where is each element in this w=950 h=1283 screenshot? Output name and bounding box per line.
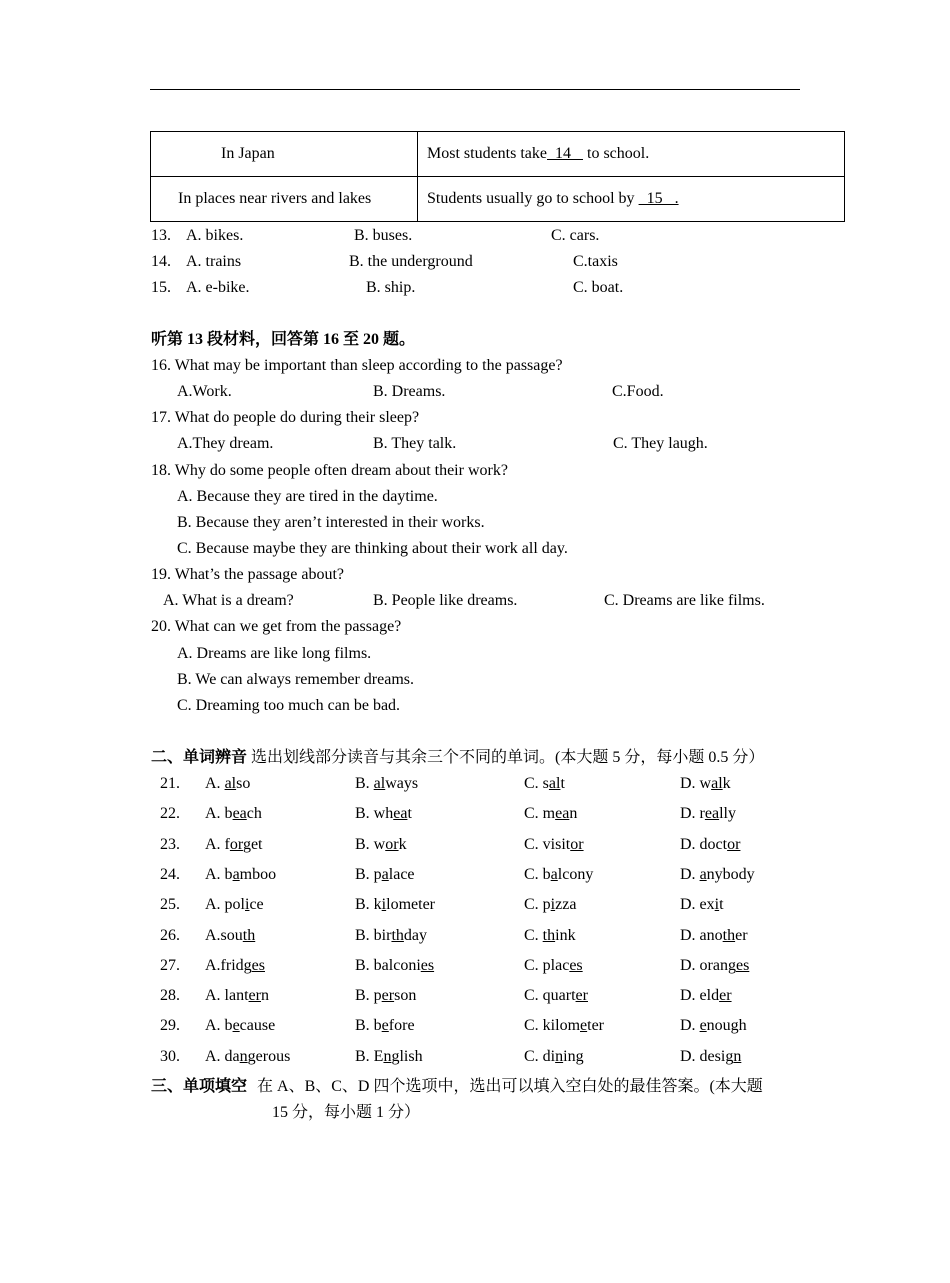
option-a: A. beach: [205, 805, 262, 822]
option-b: B. before: [355, 1017, 415, 1034]
underlined-letters: i: [550, 896, 556, 913]
option-a: A. Dreams are like long films.: [177, 645, 372, 662]
option-d: D. another: [680, 927, 748, 944]
option-c: C. mean: [524, 805, 578, 822]
blank-15: 15 .: [638, 190, 679, 207]
underlined-letters: al: [548, 775, 561, 792]
option-c: C. balcony: [524, 866, 594, 883]
option-c: C.Food.: [612, 383, 664, 400]
option-b: B. kilometer: [355, 896, 435, 913]
header-rule: [150, 89, 800, 90]
option-b: B. People like dreams.: [373, 592, 518, 609]
option-c: C. think: [524, 927, 576, 944]
section-title: 二、单词辨音: [151, 749, 248, 766]
question-number: 22.: [160, 805, 180, 822]
underlined-letters: th: [542, 927, 556, 944]
underlined-letters: er: [381, 987, 395, 1004]
underlined-letters: al: [373, 775, 386, 792]
section-instruction: 选出划线部分读音与其余三个不同的单词。(本大题 5 分，每小题 0.5 分）: [247, 749, 765, 766]
option-a: A. What is a dream?: [163, 592, 294, 609]
option-c: C. Dreams are like films.: [604, 592, 765, 609]
question-number: 25.: [160, 896, 180, 913]
question-stem: 16. What may be important than sleep according to the passage?: [151, 357, 563, 374]
option-d: D. walk: [680, 775, 731, 792]
underlined-letters: a: [381, 866, 389, 883]
option-c: C. kilometer: [524, 1017, 604, 1034]
option-d: D. enough: [680, 1017, 747, 1034]
question-number: 24.: [160, 866, 180, 883]
table-cell: [418, 177, 845, 222]
question-number: 14.: [151, 253, 171, 270]
underlined-letters: i: [714, 896, 720, 913]
option-b: B. always: [355, 775, 419, 792]
option-b: B. buses.: [354, 227, 413, 244]
option-b: B. ship.: [366, 279, 416, 296]
table-cell-text: In places near rivers and lakes: [178, 190, 372, 207]
underlined-letters: ea: [704, 805, 720, 822]
underlined-letters: i: [381, 896, 387, 913]
underlined-letters: ea: [555, 805, 570, 822]
underlined-letters: or: [385, 836, 399, 853]
text: to school.: [583, 145, 650, 162]
option-a: A. dangerous: [205, 1048, 291, 1065]
section-instruction: 在 A、B、C、D 四个选项中，选出可以填入空白处的最佳答案。(本大题: [257, 1078, 763, 1095]
table-cell: [418, 132, 845, 177]
option-c: C. places: [524, 957, 583, 974]
option-c: C. Because maybe they are thinking about their work all day.: [177, 540, 568, 557]
option-d: D. exit: [680, 896, 724, 913]
option-a: A.Work.: [177, 383, 232, 400]
table-row: [151, 177, 845, 222]
table-row: [151, 132, 845, 177]
option-c: C. They laugh.: [613, 435, 708, 452]
question-number: 29.: [160, 1017, 180, 1034]
question-stem: 19. What’s the passage about?: [151, 566, 344, 583]
underlined-letters: es: [735, 957, 750, 974]
option-b: B. We can always remember dreams.: [177, 671, 414, 688]
option-d: D. anybody: [680, 866, 755, 883]
option-a: A. bamboo: [205, 866, 277, 883]
question-number: 15.: [151, 279, 171, 296]
option-c: C. salt: [524, 775, 565, 792]
option-a: A. bikes.: [186, 227, 244, 244]
underlined-letters: e: [232, 1017, 240, 1034]
option-b: B. person: [355, 987, 417, 1004]
option-a: A. e-bike.: [186, 279, 250, 296]
option-c: C. pizza: [524, 896, 577, 913]
table-cell-text: [418, 145, 649, 162]
underlined-letters: or: [229, 836, 243, 853]
underlined-letters: es: [420, 957, 435, 974]
underlined-letters: es: [569, 957, 583, 974]
option-d: D. design: [680, 1048, 742, 1065]
option-d: D. really: [680, 805, 736, 822]
underlined-letters: or: [570, 836, 584, 853]
underlined-letters: ea: [393, 805, 408, 822]
option-a: A. because: [205, 1017, 276, 1034]
option-c: C. visitor: [524, 836, 584, 853]
option-b: B. birthday: [355, 927, 428, 944]
underlined-letters: a: [232, 866, 240, 883]
option-a: A. trains: [186, 253, 242, 270]
underlined-letters: th: [722, 927, 736, 944]
underlined-letters: th: [242, 927, 256, 944]
underlined-letters: n: [555, 1048, 564, 1065]
section-heading-single-choice: [151, 1077, 763, 1097]
option-c: C. cars.: [551, 227, 600, 244]
option-c: C. dining: [524, 1048, 584, 1065]
option-b: B. balconies: [355, 957, 435, 974]
option-b: B. palace: [355, 866, 415, 883]
option-a: A. Because they are tired in the daytime.: [177, 488, 438, 505]
underlined-letters: ea: [232, 805, 247, 822]
option-a: A. forget: [205, 836, 263, 853]
section-heading-listening: 听第 13 段材料，回答第 16 至 20 题。: [151, 331, 416, 348]
option-b: B. the underground: [349, 253, 473, 270]
blank-14: 14: [547, 145, 583, 162]
question-stem: 20. What can we get from the passage?: [151, 618, 402, 635]
question-number: 30.: [160, 1048, 180, 1065]
question-number: 26.: [160, 927, 180, 944]
table-cell-text: In Japan: [221, 145, 275, 162]
question-number: 28.: [160, 987, 180, 1004]
option-d: D. oranges: [680, 957, 750, 974]
question-number: 23.: [160, 836, 180, 853]
section-instruction-cont: 15 分，每小题 1 分）: [272, 1104, 421, 1121]
section-title: 三、单项填空: [151, 1078, 248, 1095]
option-c: C. quarter: [524, 987, 588, 1004]
question-number: 27.: [160, 957, 180, 974]
underlined-letters: e: [580, 1017, 588, 1034]
underlined-letters: al: [224, 775, 237, 792]
option-c: C. Dreaming too much can be bad.: [177, 697, 401, 714]
underlined-letters: i: [245, 896, 250, 913]
underlined-letters: a: [550, 866, 558, 883]
option-c: C.taxis: [573, 253, 618, 270]
option-c: C. boat.: [573, 279, 624, 296]
option-a: A.fridges: [205, 957, 265, 974]
underlined-letters: or: [727, 836, 741, 853]
underlined-letters: er: [248, 987, 261, 1004]
option-b: B. work: [355, 836, 407, 853]
underlined-letters: e: [699, 1017, 707, 1034]
underlined-letters: n: [733, 1048, 742, 1065]
underlined-letters: th: [391, 927, 404, 944]
option-b: B. English: [355, 1048, 423, 1065]
option-a: A. lantern: [205, 987, 269, 1004]
underlined-letters: er: [719, 987, 732, 1004]
text: Most students take: [427, 145, 547, 162]
underlined-letters: al: [711, 775, 723, 792]
option-b: B. wheat: [355, 805, 412, 822]
table-cell: [151, 177, 418, 222]
underlined-letters: es: [251, 957, 265, 974]
option-a: A.south: [205, 927, 256, 944]
question-number: 21.: [160, 775, 180, 792]
option-b: B. They talk.: [373, 435, 457, 452]
underlined-letters: n: [239, 1048, 248, 1065]
underlined-letters: er: [575, 987, 588, 1004]
transport-table: [150, 131, 845, 222]
question-number: 13.: [151, 227, 171, 244]
underlined-letters: n: [383, 1048, 392, 1065]
option-b: B. Because they aren’t interested in their works.: [177, 514, 485, 531]
table-cell-text: [418, 190, 679, 207]
underlined-letters: e: [381, 1017, 389, 1034]
option-d: D. doctor: [680, 836, 741, 853]
option-d: D. elder: [680, 987, 732, 1004]
table-cell: [151, 132, 418, 177]
section-heading-phonics: [151, 748, 764, 768]
option-a: A. also: [205, 775, 251, 792]
underlined-letters: a: [699, 866, 707, 883]
question-stem: 17. What do people do during their sleep?: [151, 409, 420, 426]
option-a: A. police: [205, 896, 264, 913]
question-stem: 18. Why do some people often dream about their work?: [151, 462, 508, 479]
option-a: A.They dream.: [177, 435, 274, 452]
text: Students usually go to school by: [427, 190, 639, 207]
option-b: B. Dreams.: [373, 383, 446, 400]
